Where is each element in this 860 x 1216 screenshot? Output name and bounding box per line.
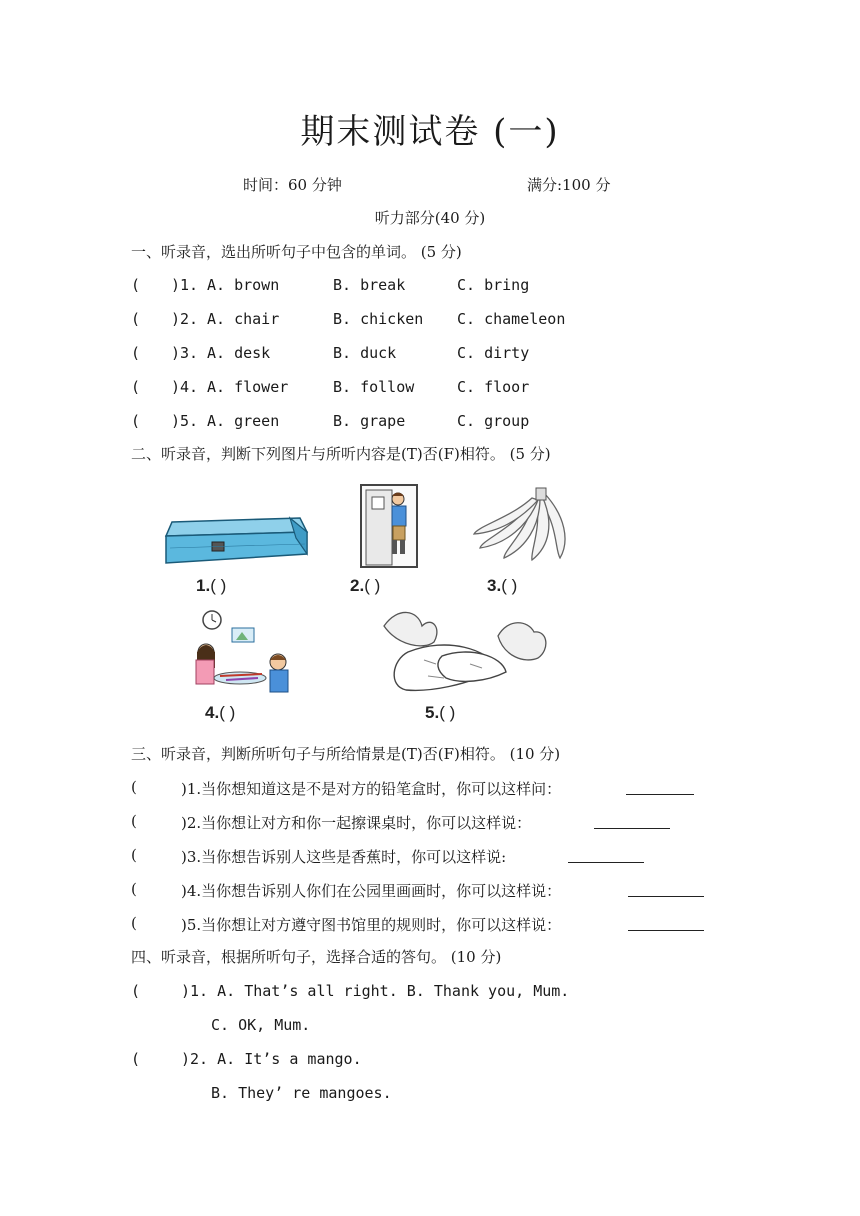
picture-5-label: 5.( ): [425, 703, 456, 722]
section3-item-1: ( )1.当你想知道这是不是对方的铅笔盒时，你可以这样问：: [131, 778, 771, 800]
option-a: A. brown: [207, 276, 280, 294]
bananas-picture: [470, 486, 585, 572]
answer-paren: (: [131, 344, 141, 362]
question-number: )3.: [171, 344, 199, 362]
page-title: 期末测试卷 (一): [300, 112, 560, 152]
picture-2-label: 2.( ): [350, 576, 381, 595]
section3-item-3: ( )3.当你想告诉别人这些是香蕉时，你可以这样说:: [131, 846, 771, 868]
carrots-picture: [378, 606, 554, 698]
option-c: C. bring: [457, 276, 530, 294]
section4-question-2-option-b: B. They’ re mangoes.: [211, 1084, 392, 1102]
boy-at-door-picture: [358, 483, 422, 571]
answer-blank[interactable]: [594, 814, 670, 829]
section4-question-2: ( )2. A. It’s a mango.: [131, 1050, 362, 1068]
question-number: )5.: [171, 412, 199, 430]
children-at-table-picture: [192, 610, 300, 696]
section2-heading: 二、听录音，判断下列图片与所听内容是(T)否(F)相符。 (5 分): [131, 445, 551, 463]
pencil-box-picture: [160, 508, 310, 570]
section3-item-5: ( )5.当你想让对方遵守图书馆里的规则时，你可以这样说：: [131, 914, 771, 936]
question-number: )2.: [171, 310, 199, 328]
option-a: A. green: [207, 412, 280, 430]
option-c: C. chameleon: [457, 310, 566, 328]
answer-blank[interactable]: [568, 848, 644, 863]
picture-4-label: 4.( ): [205, 703, 236, 722]
option-b: B. follow: [333, 378, 415, 396]
exam-score: 满分:100 分: [527, 176, 611, 194]
answer-blank[interactable]: [628, 916, 704, 931]
listening-header: 听力部分(40 分): [374, 209, 486, 227]
option-b: B. grape: [333, 412, 406, 430]
answer-paren: (: [131, 412, 141, 430]
section1-item: [131, 412, 651, 434]
section3-item-2: ( )2.当你想让对方和你一起擦课桌时，你可以这样说：: [131, 812, 771, 834]
picture-3-label: 3.( ): [487, 576, 518, 595]
answer-paren: (: [131, 310, 141, 328]
option-a: A. flower: [207, 378, 289, 396]
option-b: B. duck: [333, 344, 397, 362]
section1-item: [131, 378, 651, 400]
answer-blank[interactable]: [628, 882, 704, 897]
option-c: C. dirty: [457, 344, 530, 362]
answer-paren: (: [131, 276, 141, 294]
section3-item-4: ( )4.当你想告诉别人你们在公园里画画时，你可以这样说：: [131, 880, 771, 902]
picture-1-label: 1.( ): [196, 576, 227, 595]
section4-question-1: ( )1. A. That’s all right. B. Thank you, Mum.: [131, 982, 570, 1000]
section1-heading: 一、听录音，选出所听句子中包含的单词。 (5 分): [131, 243, 462, 261]
option-c: C. floor: [457, 378, 530, 396]
section1-item: [131, 310, 651, 332]
option-a: A. chair: [207, 310, 280, 328]
section1-item: [131, 344, 651, 366]
option-b: B. break: [333, 276, 406, 294]
question-number: )1.: [171, 276, 199, 294]
section3-heading: 三、听录音，判断所听句子与所给情景是(T)否(F)相符。 (10 分): [131, 745, 561, 763]
option-a: A. desk: [207, 344, 271, 362]
answer-paren: (: [131, 378, 141, 396]
section4-heading: 四、听录音，根据所听句子，选择合适的答句。 (10 分): [131, 948, 502, 966]
exam-time: 时间：60 分钟: [243, 176, 342, 194]
question-number: )4.: [171, 378, 199, 396]
option-c: C. group: [457, 412, 530, 430]
section4-question-1-option-c: C. OK, Mum.: [211, 1016, 311, 1034]
option-b: B. chicken: [333, 310, 424, 328]
section1-item: [131, 276, 651, 298]
answer-blank[interactable]: [626, 780, 694, 795]
